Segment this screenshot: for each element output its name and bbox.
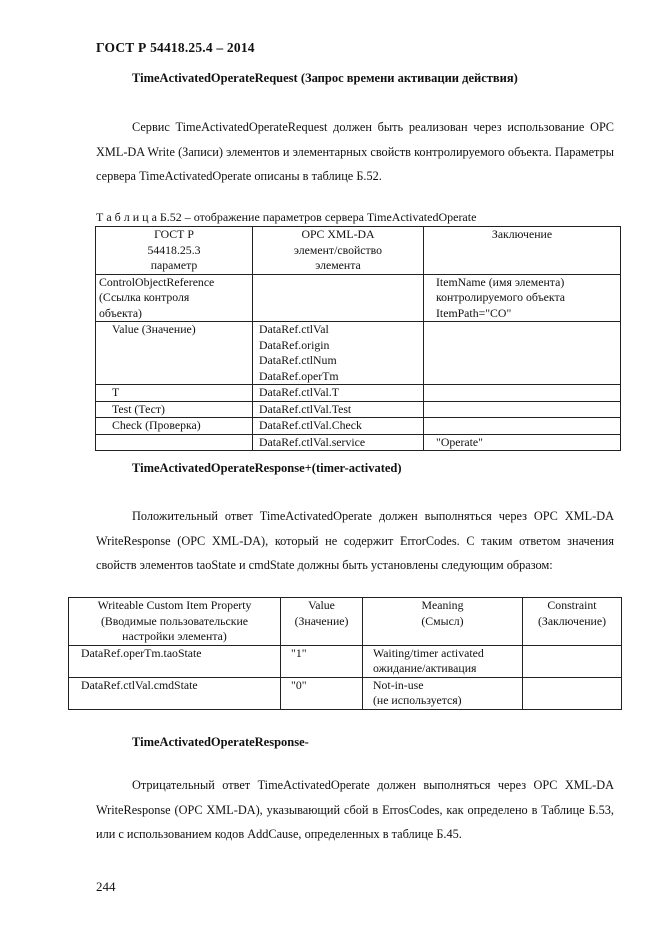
table-cell: [424, 322, 621, 385]
table-row: [96, 322, 621, 385]
section-title-request: TimeActivatedOperateRequest (Запрос времени активации действия): [132, 71, 518, 85]
table-row: [69, 677, 622, 709]
table-cell: [424, 385, 621, 402]
table-cell: DataRef.ctlVal.T: [253, 385, 424, 402]
table-cell: DataRef.ctlVal.cmdState: [69, 677, 281, 709]
section-title-positive-response: TimeActivatedOperateResponse+(timer-activated): [132, 461, 402, 475]
table-cell: [523, 645, 622, 677]
table-row: [96, 385, 621, 402]
table-header-cell: Constraint (Заключение): [523, 598, 622, 646]
paragraph-negative-response: [96, 773, 614, 847]
paragraph-positive-response: [96, 504, 614, 578]
paragraph-positive-response-text: Положительный ответ TimeActivatedOperate должен выполняться через OPC XML-DA WriteResponse (OPC XML-DA), который не содержит ErrorCodes. С таким ответом значения свойств элементов taoState и cmdState должны быть установлены следующим образом:: [96, 509, 614, 572]
table-cell: DataRef.ctlVal.service: [253, 434, 424, 451]
table-cell: ItemName (имя элемента) контролируемого объекта ItemPath="CO": [424, 274, 621, 322]
table-cell: [523, 677, 622, 709]
paragraph-request-text: Сервис TimeActivatedOperateRequest должен быть реализован через использование OPC XML-DA Write (Записи) элементов и элементарных свойств контролируемого объекта. Параметры сервера TimeActivatedOperate описаны в таблице Б.52.: [96, 120, 614, 183]
table-row: [69, 645, 622, 677]
table-header-cell: Заключение: [424, 227, 621, 275]
table-cell: [253, 274, 424, 322]
table-cell: Value (Значение): [96, 322, 253, 385]
table-header-cell: OPC XML-DA элемент/свойство элемента: [253, 227, 424, 275]
table-header-row: [69, 598, 622, 646]
table-cell: DataRef.ctlVal DataRef.origin DataRef.ctlNum DataRef.operTm: [253, 322, 424, 385]
table-header-cell: Meaning (Смысл): [363, 598, 523, 646]
table-caption: Т а б л и ц а Б.52 – отображение параметров сервера TimeActivatedOperate: [96, 210, 477, 224]
table-cell: DataRef.ctlVal.Check: [253, 418, 424, 435]
table-header-row: [96, 227, 621, 275]
table-header-cell: Value (Значение): [281, 598, 363, 646]
table-row: [96, 418, 621, 435]
parameter-table: [95, 226, 621, 451]
table-header-cell: ГОСТ Р 54418.25.3 параметр: [96, 227, 253, 275]
table-row: [96, 401, 621, 418]
table-cell: [424, 418, 621, 435]
table-header-cell: Writeable Custom Item Property (Вводимые пользовательские настройки элемента): [69, 598, 281, 646]
table-cell: DataRef.operTm.taoState: [69, 645, 281, 677]
table-cell: [424, 401, 621, 418]
table-cell: Check (Проверка): [96, 418, 253, 435]
table-cell: [96, 434, 253, 451]
table-cell: ControlObjectReference (Ссылка контроля объекта): [96, 274, 253, 322]
table-cell: Not-in-use (не используется): [363, 677, 523, 709]
document-header: ГОСТ Р 54418.25.4 – 2014: [96, 40, 255, 55]
section-title-negative-response: TimeActivatedOperateResponse-: [132, 735, 309, 749]
property-table: [68, 597, 622, 710]
table-row: [96, 434, 621, 451]
table-cell: Test (Тест): [96, 401, 253, 418]
paragraph-request: [96, 115, 614, 189]
table-cell: DataRef.ctlVal.Test: [253, 401, 424, 418]
table-cell: "1": [281, 645, 363, 677]
page-number: 244: [96, 879, 116, 894]
table-cell: "0": [281, 677, 363, 709]
table-cell: Waiting/timer activated ожидание/активация: [363, 645, 523, 677]
table-cell: "Operate": [424, 434, 621, 451]
table-row: [96, 274, 621, 322]
paragraph-negative-response-text: Отрицательный ответ TimeActivatedOperate должен выполняться через OPC XML-DA WriteResponse (OPC XML-DA), указывающий сбой в ErrosCodes, как определено в Таблице Б.53, или с использованием кодов AddCause, определенных в таблице Б.45.: [96, 778, 614, 841]
table-cell: T: [96, 385, 253, 402]
